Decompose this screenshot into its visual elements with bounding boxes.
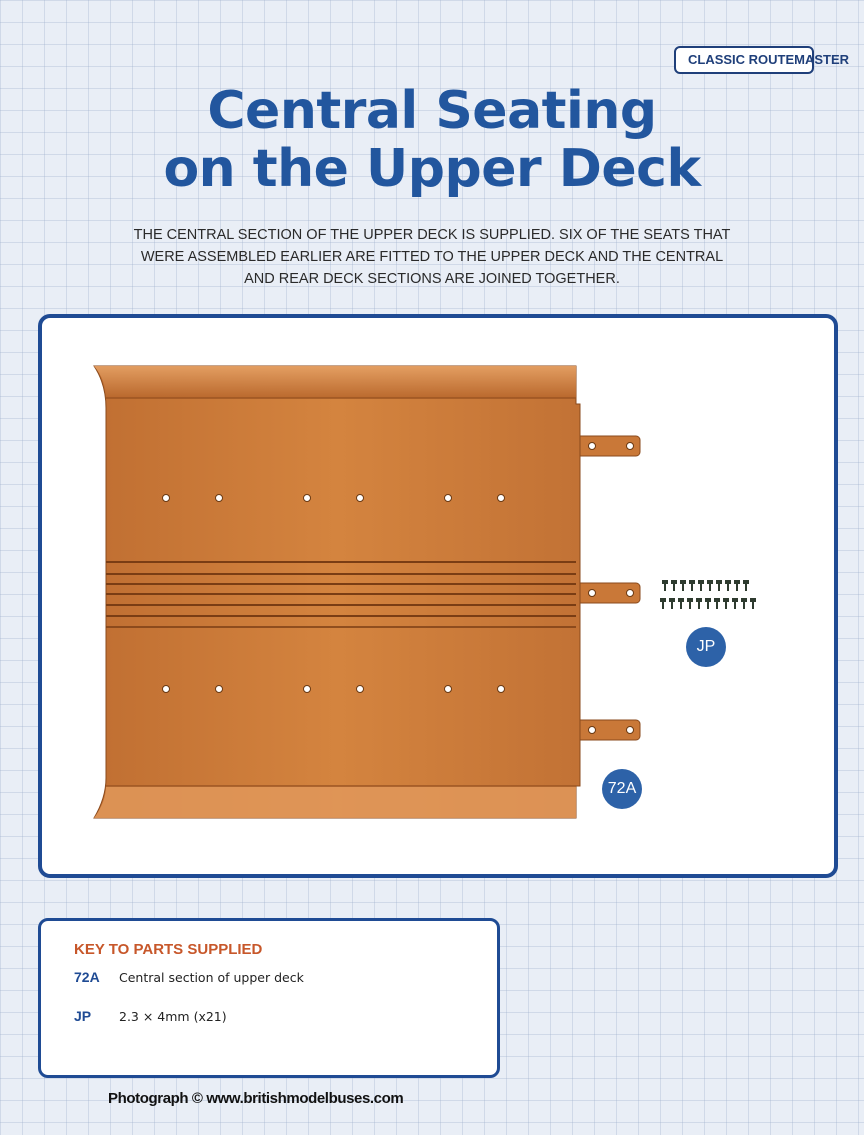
key-item-description: 2.3 × 4mm (x21) — [119, 1009, 227, 1024]
deck-part-72a — [94, 366, 640, 818]
key-item-code: JP — [74, 1008, 92, 1024]
parts-key-box — [38, 918, 500, 1078]
part-label-jp: JP — [686, 627, 726, 667]
deck-section-illustration — [42, 318, 834, 874]
screw-row-bottom — [660, 598, 756, 609]
series-tag: CLASSIC ROUTEMASTER — [674, 46, 814, 74]
photo-credit: Photograph © www.britishmodelbuses.com — [108, 1090, 404, 1107]
screw-row-top — [662, 580, 749, 591]
title-line-2: on the Upper Deck — [163, 139, 701, 199]
intro-line-2: WERE ASSEMBLED EARLIER ARE FITTED TO THE UPPER DECK AND THE CENTRAL — [140, 249, 724, 265]
title-line-1: Central Seating — [207, 81, 657, 141]
intro-line-1: THE CENTRAL SECTION OF THE UPPER DECK IS SUPPLIED. SIX OF THE SEATS THAT — [133, 227, 731, 243]
key-item-code: 72A — [74, 969, 100, 985]
parts-photo-panel — [38, 314, 838, 878]
page-title — [0, 82, 864, 198]
screws-jp — [660, 580, 756, 609]
intro-text — [120, 224, 744, 290]
key-item — [74, 1008, 227, 1024]
key-item — [74, 969, 304, 985]
part-label-72a: 72A — [602, 769, 642, 809]
key-title: KEY TO PARTS SUPPLIED — [74, 941, 263, 958]
key-item-description: Central section of upper deck — [119, 970, 304, 985]
intro-line-3: AND REAR DECK SECTIONS ARE JOINED TOGETHER. — [244, 271, 620, 287]
